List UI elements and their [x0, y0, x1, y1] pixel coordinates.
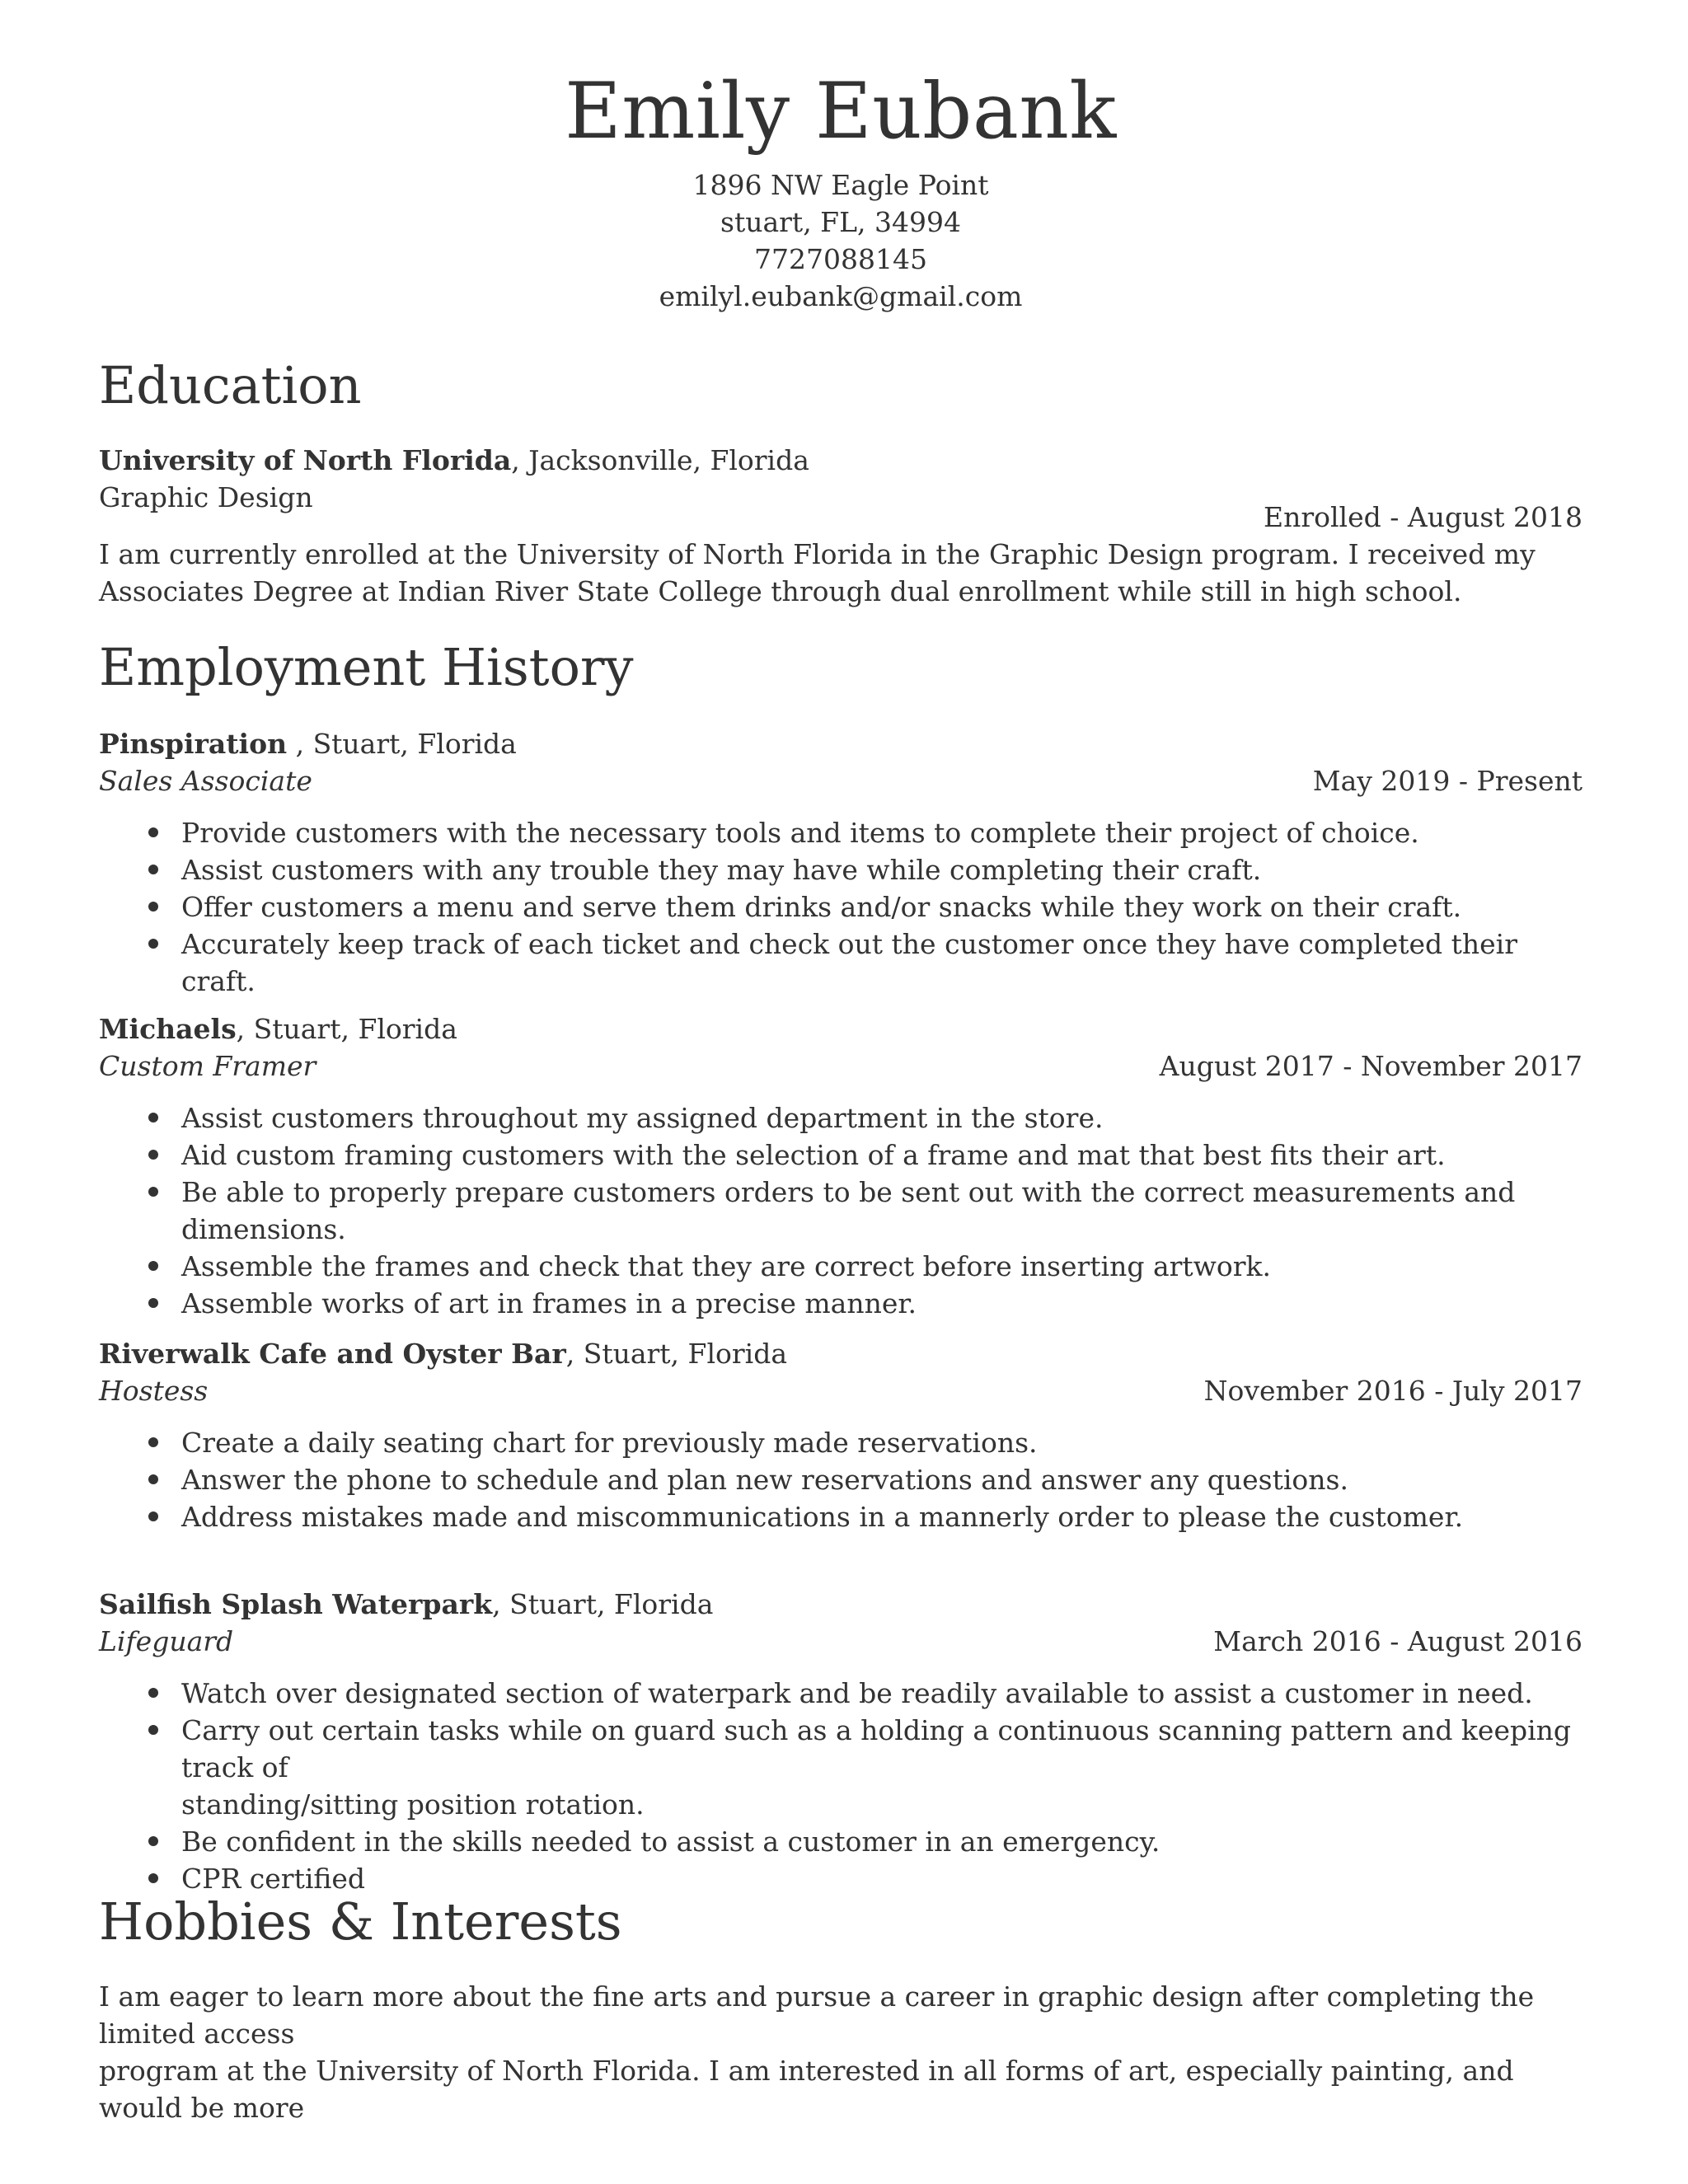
job-duties-list	[99, 814, 1582, 1000]
list-item: Aid custom framing customers with the selection of a frame and mat that best fits their art.	[99, 1137, 1582, 1174]
job-role: Custom Framer	[99, 1050, 316, 1082]
list-item: Create a daily seating chart for previously made reservations.	[99, 1424, 1582, 1461]
bullet-icon	[148, 1187, 158, 1197]
job-entry	[99, 1335, 1582, 1535]
bullet-icon	[148, 1113, 158, 1122]
bullet-icon	[148, 1474, 158, 1484]
employer-location: , Stuart, Florida	[492, 1588, 714, 1620]
education-degree-row	[99, 479, 1582, 533]
job-role: Hostess	[99, 1375, 209, 1407]
degree: Graphic Design	[99, 481, 313, 513]
job-dates: May 2019 - Present	[1312, 765, 1582, 797]
hobbies-line-1: I am eager to learn more about the fine arts and pursue a career in graphic design after completing the limited access	[99, 1980, 1535, 2050]
bullet-icon	[148, 902, 158, 912]
bullet-icon	[148, 827, 158, 837]
education-dates: Enrolled - August 2018	[1263, 501, 1582, 533]
job-entry	[99, 725, 1582, 1000]
job-role: Lifeguard	[99, 1625, 234, 1657]
bullet-icon	[148, 1437, 158, 1447]
address-line-1: 1896 NW Eagle Point	[692, 169, 989, 201]
list-item: Be able to properly prepare customers orders to be sent out with the correct measurements and dimensions.	[99, 1174, 1582, 1248]
bullet-icon	[148, 1725, 158, 1735]
bullet-icon	[148, 1298, 158, 1308]
candidate-name: Emily Eubank	[565, 67, 1117, 157]
job-dates: March 2016 - August 2016	[1213, 1625, 1582, 1657]
job-role: Sales Associate	[99, 765, 312, 797]
job-entry	[99, 1010, 1582, 1322]
bullet-icon	[148, 865, 158, 874]
bullet-icon	[148, 1836, 158, 1846]
education-entry	[99, 442, 1582, 610]
list-item: CPR certified	[99, 1860, 1582, 1897]
job-duties-list	[99, 1424, 1582, 1535]
phone-number: 7727088145	[754, 243, 927, 275]
bullet-icon	[148, 1150, 158, 1160]
job-entry	[99, 1586, 1582, 1897]
education-description-line-1: I am currently enrolled at the University of North Florida in the Graphic Design program. I received my	[99, 538, 1536, 570]
hobbies-entry	[99, 1978, 1582, 2126]
hobbies-heading: Hobbies & Interests	[99, 1891, 622, 1952]
job-employer-row	[99, 1335, 1582, 1372]
bullet-icon	[148, 1511, 158, 1521]
job-employer-row	[99, 1586, 1582, 1623]
list-item: Offer customers a menu and serve them drinks and/or snacks while they work on their craft.	[99, 888, 1582, 926]
list-item: Be confident in the skills needed to assist a customer in an emergency.	[99, 1823, 1582, 1860]
education-heading: Education	[99, 355, 362, 415]
employer-name: Pinspiration	[99, 728, 288, 760]
employer-location: , Stuart, Florida	[236, 1013, 457, 1045]
list-item: Provide customers with the necessary tools and items to complete their project of choice.	[99, 814, 1582, 851]
bullet-icon	[148, 939, 158, 949]
list-item: Assist customers with any trouble they may have while completing their craft.	[99, 851, 1582, 888]
list-item: Assist customers throughout my assigned department in the store.	[99, 1099, 1582, 1137]
list-item: Watch over designated section of waterpark and be readily available to assist a customer in need.	[99, 1675, 1582, 1712]
job-employer-row	[99, 1010, 1582, 1047]
employer-name: Sailfish Splash Waterpark	[99, 1588, 493, 1620]
employer-name: Riverwalk Cafe and Oyster Bar	[99, 1338, 566, 1370]
hobbies-line-2: program at the University of North Florida. I am interested in all forms of art, especially painting, and would be more	[99, 2055, 1514, 2124]
job-role-row	[99, 1047, 1582, 1085]
job-dates: August 2017 - November 2017	[1159, 1050, 1582, 1082]
list-item: Accurately keep track of each ticket and check out the customer once they have completed their craft.	[99, 926, 1582, 1000]
education-school-row	[99, 442, 1582, 479]
list-item: Carry out certain tasks while on guard such as a holding a continuous scanning pattern and keeping track of standing/sitting position rotation.	[99, 1712, 1582, 1823]
bullet-icon	[148, 1261, 158, 1271]
list-item: Address mistakes made and miscommunications in a mannerly order to please the customer.	[99, 1498, 1582, 1535]
employment-heading: Employment History	[99, 637, 634, 697]
employer-location: , Stuart, Florida	[565, 1338, 787, 1370]
resume-header	[99, 66, 1582, 315]
list-item: Assemble the frames and check that they are correct before inserting artwork.	[99, 1248, 1582, 1285]
job-role-row	[99, 762, 1582, 799]
address-line-2: stuart, FL, 34994	[720, 206, 961, 238]
job-duties-list	[99, 1675, 1582, 1897]
list-item: Answer the phone to schedule and plan new reservations and answer any questions.	[99, 1461, 1582, 1498]
bullet-icon	[148, 1688, 158, 1698]
job-duties-list	[99, 1099, 1582, 1322]
school-name: University of North Florida	[99, 444, 512, 476]
job-role-row	[99, 1623, 1582, 1660]
education-description-line-2: Associates Degree at Indian River State College through dual enrollment while still in high school.	[99, 575, 1462, 607]
job-dates: November 2016 - July 2017	[1203, 1375, 1582, 1407]
job-role-row	[99, 1372, 1582, 1409]
employer-name: Michaels	[99, 1013, 237, 1045]
list-item: Assemble works of art in frames in a precise manner.	[99, 1285, 1582, 1322]
bullet-icon	[148, 1873, 158, 1883]
job-employer-row	[99, 725, 1582, 762]
email-address: emilyl.eubank@gmail.com	[659, 280, 1023, 312]
school-location: , Jacksonville, Florida	[511, 444, 809, 476]
employer-location: , Stuart, Florida	[287, 728, 517, 760]
